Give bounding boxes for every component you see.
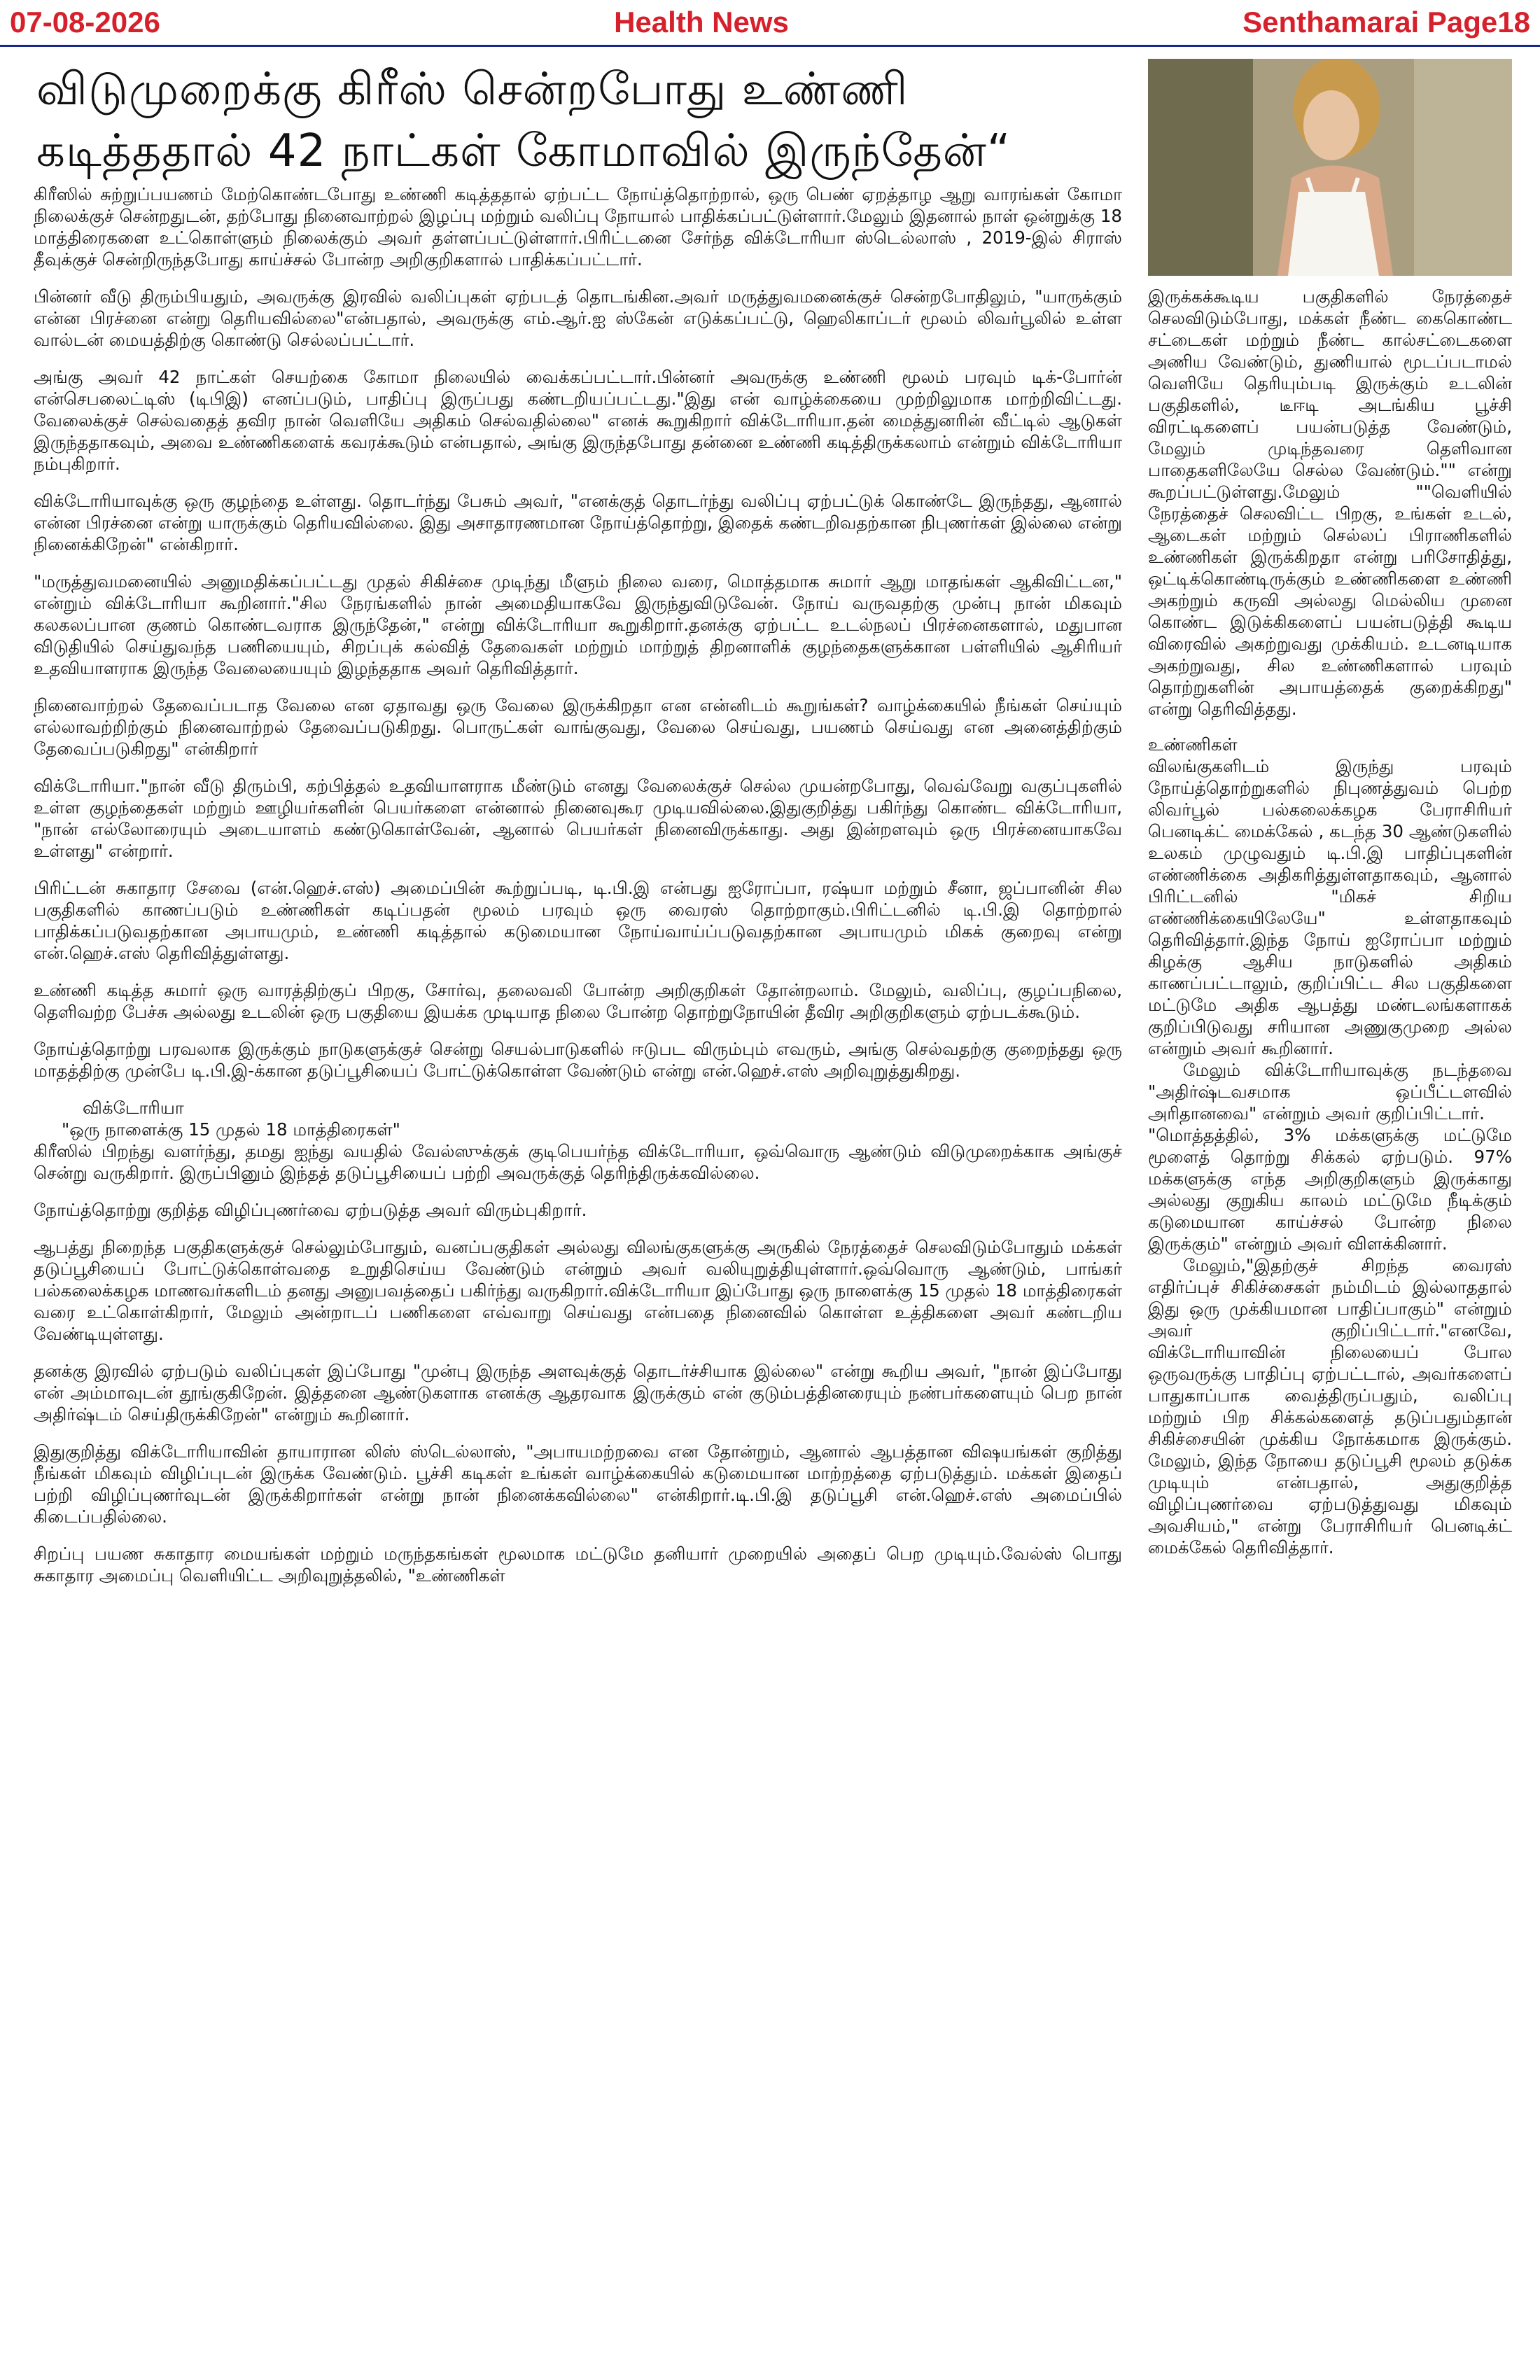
paper-page-label: Senthamarai Page18 bbox=[1242, 6, 1530, 38]
side-paragraph: "மொத்தத்தில், 3% மக்களுக்கு மட்டுமே மூளைத் தொற்று சிக்கல் ஏற்படும். 97% மக்களுக்கு எந்த அறிகுறிகளும் இருக்காது அல்லது குறுகிய காலம் மட்டுமே நீடிக்கும் கடுமையான காய்ச்சல் போன்ற நிலை இருக்கும்" என்றும் அவர் விளக்கினார். bbox=[1148, 1125, 1512, 1254]
side-paragraph: மேலும் விக்டோரியாவுக்கு நடந்தவை "அதிர்ஷ்டவசமாக ஒப்பீட்டளவில் அரிதானவை" என்றும் அவர் குறிப்பிட்டார். bbox=[1148, 1060, 1512, 1124]
article-paragraph: அங்கு அவர் 42 நாட்கள் செயற்கை கோமா நிலையில் வைக்கப்பட்டார்.பின்னர் அவருக்கு உண்ணி மூலம் பரவும் டிக்-போர்ன் என்செபலைட்டிஸ் (டிபிஇ) எனப்படும், பாதிப்பு இருப்பது கண்டறியப்பட்டது."இது என் வாழ்க்கையை முற்றிலுமாக மாற்றிவிட்டது. வேலைக்குச் செல்வதைத் தவிர நான் வெளியே அதிகம் செல்வதில்லை" எனக் கூறுகிறார் விக்டோரியா.தன் மைத்துனரின் வீட்டில் ஆடுகள் இருந்ததாகவும், அவை உண்ணிகளைக் கவரக்கூடும் என்பதால், அங்கு இருந்தபோது தன்னை உண்ணி கடித்திருக்கலாம் என்றும் விக்டோரியா நம்புகிறார். bbox=[34, 367, 1122, 474]
article-paragraph: உண்ணி கடித்த சுமார் ஒரு வாரத்திற்குப் பிறகு, சோர்வு, தலைவலி போன்ற அறிகுறிகள் தோன்றலாம். மேலும், வலிப்பு, குழப்பநிலை, தெளிவற்ற பேச்சு அல்லது உடலின் ஒரு பகுதியை இயக்க முடியாத நிலை போன்ற தொற்றுநோயின் தீவிர அறிகுறிகளும் ஏற்படக்கூடும். bbox=[34, 980, 1122, 1022]
page-header bbox=[0, 0, 1540, 47]
article-paragraph: இதுகுறித்து விக்டோரியாவின் தாயாரான லிஸ் ஸ்டெல்லாஸ், "அபாயமற்றவை என தோன்றும், ஆனால் ஆபத்தான விஷயங்கள் குறித்து நீங்கள் மிகவும் விழிப்புடன் இருக்க வேண்டும். பூச்சி கடிகள் உங்கள் வாழ்க்கையில் கடுமையான மாற்றத்தை ஏற்படுத்தும். மக்கள் இதைப் பற்றி விழிப்புணர்வுடன் இருக்கிறார்கள் என்று நான் நினைக்கவில்லை" என்கிறார்.டி.பி.இ தடுப்பூசி என்.ஹெச்.எஸ் அமைப்பில் கிடைப்பதில்லை. bbox=[34, 1441, 1122, 1527]
article-paragraph: கிரீஸில் பிறந்து வளர்ந்து, தமது ஐந்து வயதில் வேல்ஸுக்குக் குடிபெயர்ந்த விக்டோரியா, ஒவ்வொரு ஆண்டும் விடுமுறைக்காக அங்குச் சென்று வருகிறார். இருப்பினும் இந்தத் தடுப்பூசியைப் பற்றி அவருக்குத் தெரிந்திருக்கவில்லை. bbox=[34, 1141, 1122, 1183]
article-headline: விடுமுறைக்கு கிரீஸ் சென்றபோது உண்ணி கடித்ததால் 42 நாட்கள் கோமாவில் இருந்தேன்“ bbox=[36, 64, 1011, 177]
article-paragraph: பிரிட்டன் சுகாதார சேவை (என்.ஹெச்.எஸ்) அமைப்பின் கூற்றுப்படி, டி.பி.இ என்பது ஐரோப்பா, ரஷ்யா மற்றும் சீனா, ஜப்பானின் சில பகுதிகளில் காணப்படும் உண்ணிகள் கடிப்பதன் மூலம் பரவும் ஒரு வைரஸ் தொற்றாகும்.பிரிட்டனில் டி.பி.இ தொற்றால் பாதிக்கப்படுவதற்கான அபாயமும், உண்ணி கடித்தால் கடுமையான நோய்வாய்ப்படுவதற்கான அபாயமும் மிகக் குறைவு என்று என்.ஹெச்.எஸ் தெரிவித்துள்ளது. bbox=[34, 878, 1122, 963]
article-paragraph: விக்டோரியா."நான் வீடு திரும்பி, கற்பித்தல் உதவியாளராக மீண்டும் எனது வேலைக்குச் செல்ல முயன்றபோது, வெவ்வேறு வகுப்புகளில் உள்ள குழந்தைகள் மற்றும் ஊழியர்களின் பெயர்களை என்னால் நினைவுகூர முடியவில்லை.இதுகுறித்து பகிர்ந்து கொண்ட விக்டோரியா, "நான் எல்லோரையும் அடையாளம் கண்டுகொள்வேன், ஆனால் பெயர்கள் நினைவிருக்காது. அது இன்றளவும் ஒரு பிரச்னையாகவே உள்ளது" என்றார். bbox=[34, 776, 1122, 861]
article-side-column bbox=[1148, 59, 1512, 2369]
article-main-column bbox=[34, 183, 1122, 2371]
article-subhead: விக்டோரியா bbox=[83, 1098, 184, 1118]
article-paragraph: நோய்த்தொற்று குறித்த விழிப்புணர்வை ஏற்படுத்த அவர் விரும்புகிறார். bbox=[34, 1200, 587, 1220]
section-title: Health News bbox=[614, 6, 789, 38]
side-paragraph: இருக்கக்கூடிய பகுதிகளில் நேரத்தைச் செலவிடும்போது, மக்கள் நீண்ட கைகொண்ட சட்டைகள் மற்றும் நீண்ட கால்சட்டைகளை அணிய வேண்டும், துணியால் மூடப்படாமல் வெளியே தெரியும்படி இருக்கும் உடலின் பகுதிகளில், டீஈடி அடங்கிய பூச்சி விரட்டிகளைப் பயன்படுத்த வேண்டும், மேலும் முடிந்தவரை தெளிவான பாதைகளிலேயே செல்ல வேண்டும்."" என்று கூறப்பட்டுள்ளது.மேலும் ""வெளியில் நேரத்தைச் செலவிட்ட பிறகு, உங்கள் உடல், ஆடைகள் மற்றும் செல்லப் பிராணிகளில் உண்ணிகள் இருக்கிறதா என்று பரிசோதித்து, ஒட்டிக்கொண்டிருக்கும் உண்ணிகளை உண்ணி அகற்றும் கருவி அல்லது மெல்லிய முனை கொண்ட இடுக்கிகளைப் பயன்படுத்தி கூடிய விரைவில் அகற்றுவது முக்கியம். உடனடியாக அகற்றுவது, சில உண்ணிகளால் பரவும் தொற்றுகளின் அபாயத்தைக் குறைக்கிறது" என்று தெரிவித்தது. bbox=[1148, 286, 1512, 719]
article-paragraph: நினைவாற்றல் தேவைப்படாத வேலை என ஏதாவது ஒரு வேலை இருக்கிறதா என என்னிடம் கூறுங்கள்? வாழ்க்கையில் நீங்கள் செய்யும் எல்லாவற்றிற்கும் நினைவாற்றல் தேவைப்படுகிறது. பொருட்கள் வாங்குவது, வேலை செய்வது, பயணம் செய்வது என அனைத்திற்கும் தேவைப்படுகிறது" என்கிறார் bbox=[34, 695, 1122, 759]
article-paragraph: கிரீஸில் சுற்றுப்பயணம் மேற்கொண்டபோது உண்ணி கடித்ததால் ஏற்பட்ட நோய்த்தொற்றால், ஒரு பெண் ஏறத்தாழ ஆறு வாரங்கள் கோமா நிலைக்குச் சென்றதுடன், தற்போது நினைவாற்றல் இழப்பு மற்றும் வலிப்பு நோயால் பாதிக்கப்பட்டுள்ளார்.மேலும் இதனால் நாள் ஒன்றுக்கு 18 மாத்திரைகளை உட்கொள்ளும் நிலைக்கும் அவர் தள்ளப்பட்டுள்ளார்.பிரிட்டனை சேர்ந்த விக்டோரியா ஸ்டெல்லாஸ் , 2019-இல் சிராஸ் தீவுக்குச் சென்றிருந்தபோது காய்ச்சல் போன்ற அறிகுறிகளால் பாதிக்கப்பட்டார். bbox=[34, 184, 1122, 270]
article-paragraph: பின்னர் வீடு திரும்பியதும், அவருக்கு இரவில் வலிப்புகள் ஏற்படத் தொடங்கின.அவர் மருத்துவமனைக்குச் சென்றபோதிலும், "யாருக்கும் என்ன பிரச்னை என்று தெரியவில்லை"என்பதால், அவருக்கு எம்.ஆர்.ஐ ஸ்கேன் எடுக்கப்பட்டு, ஹெலிகாப்டர் மூலம் லிவர்பூலில் உள்ள வால்டன் மையத்திற்கு கொண்டு செல்லப்பட்டார். bbox=[34, 286, 1122, 350]
article-paragraph: தனக்கு இரவில் ஏற்படும் வலிப்புகள் இப்போது "முன்பு இருந்த அளவுக்குத் தொடர்ச்சியாக இல்லை" என்று கூறிய அவர், "நான் இப்போது என் அம்மாவுடன் தூங்குகிறேன். இத்தனை ஆண்டுகளாக எனக்கு ஆதரவாக இருக்கும் என் குடும்பத்தினரையும் நண்பர்களையும் பெற நான் அதிர்ஷ்டம் செய்திருக்கிறேன்" என்றும் கூறினார். bbox=[34, 1361, 1122, 1424]
side-subhead: உண்ணிகள் bbox=[1148, 734, 1238, 755]
article-subhead: "ஒரு நாளைக்கு 15 முதல் 18 மாத்திரைகள்" bbox=[62, 1119, 400, 1140]
side-paragraph: விலங்குகளிடம் இருந்து பரவும் நோய்த்தொற்றுகளில் நிபுணத்துவம் பெற்ற லிவர்பூல் பல்கலைக்கழக பேராசிரியர் பெனடிக்ட் மைக்கேல் , கடந்த 30 ஆண்டுகளில் உலகம் முழுவதும் டி.பி.இ பாதிப்புகளின் எண்ணிக்கை அதிகரித்துள்ளதாகவும், ஆனால் பிரிட்டனில் "மிகச் சிறிய எண்ணிக்கையிலேயே" உள்ளதாகவும் தெரிவித்தார்.இந்த நோய் ஐரோப்பா மற்றும் கிழக்கு ஆசிய நாடுகளில் அதிகம் காணப்பட்டாலும், குறிப்பிட்ட சில பகுதிகளை மட்டுமே அதிக ஆபத்து மண்டலங்களாகக் குறிப்பிடுவது சரியான அணுகுமுறை அல்ல என்றும் அவர் கூறினார். bbox=[1148, 756, 1512, 1058]
side-paragraph: மேலும்,"இதற்குச் சிறந்த வைரஸ் எதிர்ப்புச் சிகிச்சைகள் நம்மிடம் இல்லாததால் இது ஒரு முக்கியமான பாதிப்பாகும்" என்றும் அவர் குறிப்பிட்டார்."எனவே, விக்டோரியாவின் நிலையைப் போல ஒருவருக்கு பாதிப்பு ஏற்பட்டால், அவர்களைப் பாதுகாப்பாக வைத்திருப்பதும், வலிப்பு மற்றும் பிற சிக்கல்களைத் தடுப்பதும்தான் சிகிச்சையின் முக்கிய நோக்கமாக இருக்கும். மேலும், இந்த நோயை தடுப்பூசி மூலம் தடுக்க முடியும் என்பதால், அதுகுறித்த விழிப்புணர்வை ஏற்படுத்துவது மிகவும் அவசியம்," என்று பேராசிரியர் பெனடிக்ட் மைக்கேல் தெரிவித்தார். bbox=[1148, 1255, 1512, 1558]
woman-portrait-photo bbox=[1148, 59, 1512, 276]
article-paragraph: ஆபத்து நிறைந்த பகுதிகளுக்குச் செல்லும்போதும், வனப்பகுதிகள் அல்லது விலங்குகளுக்கு அருகில் நேரத்தைச் செலவிடும்போதும் மக்கள் தடுப்பூசியைப் போட்டுக்கொள்வதை உறுதிசெய்ய வேண்டும் என்றும் அவர் வலியுறுத்தியுள்ளார்.ஒவ்வொரு ஆண்டும், பாங்கர் பல்கலைக்கழக மாணவர்களிடம் தனது அனுபவத்தைப் பகிர்ந்து வருகிறார்.விக்டோரியா இப்போது ஒரு நாளைக்கு 15 முதல் 18 மாத்திரைகள் வரை உட்கொள்கிறார், மேலும் அன்றாடப் பணிகளை எவ்வாறு செய்வது என்பதை நினைவில் கொள்ள உத்திகளை அவர் கண்டறிய வேண்டியுள்ளது. bbox=[34, 1237, 1122, 1344]
issue-date: 07-08-2026 bbox=[10, 6, 160, 38]
article-paragraph: சிறப்பு பயண சுகாதார மையங்கள் மற்றும் மருந்தகங்கள் மூலமாக மட்டுமே தனியார் முறையில் அதைப் பெற முடியும்.வேல்ஸ் பொது சுகாதார அமைப்பு வெளியிட்ட அறிவுறுத்தலில், "உண்ணிகள் bbox=[34, 1544, 1122, 1586]
portrait-illustration bbox=[1148, 59, 1512, 276]
article-paragraph: "மருத்துவமனையில் அனுமதிக்கப்பட்டது முதல் சிகிச்சை முடிந்து மீளும் நிலை வரை, மொத்தமாக சுமார் ஆறு மாதங்கள் ஆகிவிட்டன," என்றும் விக்டோரியா கூறினார்."சில நேரங்களில் நான் அமைதியாகவே இருந்துவிடுவேன். நோய் வருவதற்கு முன்பு நான் மிகவும் கலகலப்பான குணம் கொண்டவராக இருந்தேன்," என்று விக்டோரியா கூறுகிறார்.தனக்கு ஏற்பட்ட உடல்நலப் பிரச்னைகளால், மதுபான விடுதியில் செய்துவந்த பணியையும், சிறப்புக் கல்வித் தேவைகள் மற்றும் மாற்றுத் திறனாளிக் குழந்தைகளுக்கான பள்ளியில் ஆசிரியர் உதவியாளராக இருந்த வேலையையும் இழந்ததாக அவர் தெரிவித்தார். bbox=[34, 571, 1122, 678]
article-paragraph: விக்டோரியாவுக்கு ஒரு குழந்தை உள்ளது. தொடர்ந்து பேசும் அவர், "எனக்குத் தொடர்ந்து வலிப்பு ஏற்பட்டுக் கொண்டே இருந்தது, ஆனால் என்ன பிரச்னை என்று யாருக்கும் தெரியவில்லை. இது அசாதாரணமான நோய்த்தொற்று, இதைக் கண்டறிவதற்கான நிபுணர்கள் இல்லை என்று நினைக்கிறேன்" என்கிறார். bbox=[34, 491, 1122, 554]
article-paragraph: நோய்த்தொற்று பரவலாக இருக்கும் நாடுகளுக்குச் சென்று செயல்பாடுகளில் ஈடுபட விரும்பும் எவரும், அங்கு செல்வதற்கு குறைந்தது ஒரு மாதத்திற்கு முன்பே டி.பி.இ-க்கான தடுப்பூசியைப் போட்டுக்கொள்ள வேண்டும் என்று என்.ஹெச்.எஸ் அறிவுறுத்துகிறது. bbox=[34, 1039, 1122, 1081]
